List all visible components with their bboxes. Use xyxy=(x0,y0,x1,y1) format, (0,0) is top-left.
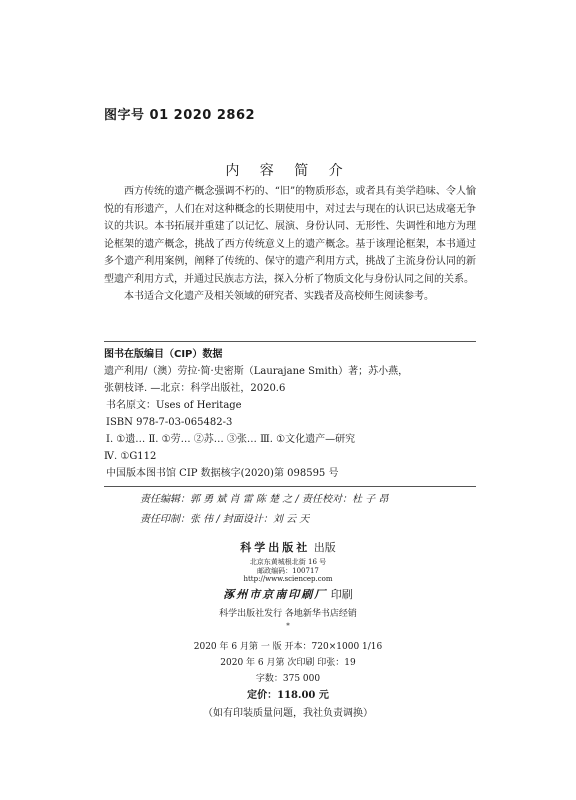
cip-line: 书名原文：Uses of Heritage xyxy=(106,400,242,411)
word-count: 字数：375 000 xyxy=(255,674,321,684)
cip-top-rule xyxy=(104,341,476,342)
distribution-line: 科学出版社发行 各地新华书店经销 xyxy=(219,609,357,619)
printing-spec: 2020 年 6 月第 次印刷 印张：19 xyxy=(220,658,356,668)
cip-line: Ⅳ. ①G112 xyxy=(104,451,157,462)
cip-heading: 图书在版编目（CIP）数据 xyxy=(104,349,223,360)
publisher-suffix: 出版 xyxy=(313,541,336,554)
separator-star: * xyxy=(286,622,290,630)
cip-line: 遗产利用/（澳）劳拉·简·史密斯（Laurajane Smith）著；苏小燕， xyxy=(104,366,409,377)
publisher-name: 科学出版社 xyxy=(240,541,311,554)
printer-suffix: 印刷 xyxy=(330,588,353,601)
edition-spec: 2020 年 6 月第 一 版 开本：720×1000 1/16 xyxy=(193,642,383,652)
cip-line: 中国版本图书馆 CIP 数据核字(2020)第 098595 号 xyxy=(106,468,339,479)
credits-editors: 责任编辑：郭 勇 斌 肖 雷 陈 楚 之 / 责任校对：杜 子 昂 xyxy=(140,494,389,505)
intro-section xyxy=(104,183,476,306)
intro-title: 内 容 简 介 xyxy=(225,163,351,179)
cip-line: Ⅰ. ①遗… Ⅱ. ①劳… ②苏… ③张… Ⅲ. ①文化遗产—研究 xyxy=(106,434,356,445)
cip-block xyxy=(104,346,476,482)
publisher-address: 北京东黄城根北街 16 号 xyxy=(249,558,327,566)
intro-paragraph: 西方传统的遗产概念强调不朽的、“旧”的物质形态，或者具有美学趋味、令人愉悦的有形遗产，人们在对这种概念的长期使用中，对过去与现在的认识已达成毫无争议的共识。本书拓展并重建了以记忆、展演、身份认同、无形性、失调性和地方为理论框架的遗产概念，挑战了西方传统意义上的遗产概念。基于该理论框架，本书通过多个遗产利用案例，阐释了传统的、保守的遗产利用方式，挑战了主流身份认同的新型遗产利用方式，并通过民族志方法，探入分析了物质文化与身份认同之间的关系。 xyxy=(104,186,476,285)
printer-line xyxy=(0,586,576,602)
printer-name: 涿州市京南印刷厂 xyxy=(223,588,328,601)
intro-paragraph: 本书适合文化遗产及相关领域的研究者、实践者及高校师生阅读参考。 xyxy=(124,291,434,302)
publisher-postcode: 邮政编码：100717 xyxy=(257,567,319,575)
publisher-website: http://www.sciencep.com xyxy=(243,575,333,583)
cip-line: ISBN 978-7-03-065482-3 xyxy=(106,417,233,428)
cip-bottom-rule xyxy=(104,486,476,487)
permit-number: 图字号 01 2020 2862 xyxy=(104,108,256,123)
price: 定价：118.00 元 xyxy=(247,690,329,701)
cip-line: 张朝枝译. —北京：科学出版社，2020.6 xyxy=(104,383,286,394)
quality-notice: （如有印装质量问题，我社负责调换） xyxy=(203,708,373,719)
publisher-line xyxy=(0,539,576,555)
credits-production: 责任印制：张 伟 / 封面设计：刘 云 天 xyxy=(140,514,310,525)
